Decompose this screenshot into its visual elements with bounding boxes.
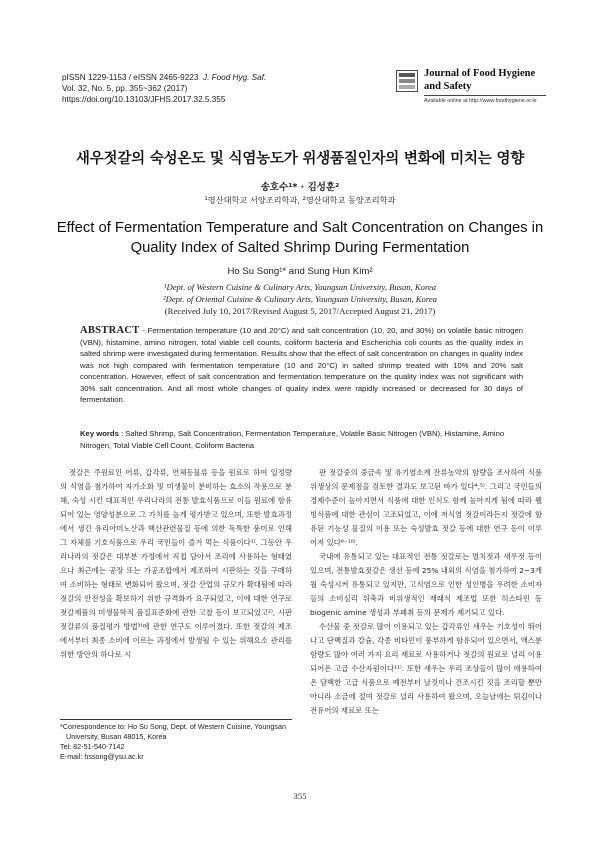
journal-name: Journal of Food Hygiene and Safety — [424, 68, 536, 92]
keywords-text: : Salted Shrimp, Salt Concentration, Fermentation Temperature, Volatile Basic Nitrogen (VBN), Histamine, Amino Nitrogen, Total Viable Cell Count, Coliform Bacteria — [80, 429, 505, 450]
body-paragraph: 젓갈은 주원료인 어류, 갑각류, 연체동물류 등을 원료로 하여 일정량의 식염을 첨가하여 자가소화 및 미생물이 분비하는 효소의 작용으로 분해, 숙성 시킨 대표적인 우리나라의 전통 발효식품으로 이들 원료에 함유되어 있는 영양성분으로 그 가치를 높게 평가받고 있으며, 또한 발효과정에서 생긴 유리아미노산과 핵산관련물질 등에 의한 독특한 풍미로 인해 그 자체를 기호식품으로 우리 국민들이 즐겨 먹는 식품이다¹⁾. 그동안 우리나라의 젓갈은 대부분 가정에서 직접 담아서 조리에 사용하는 형태였으나 최근에는 공장 또는 가공조합에서 제조하여 시판하는 것을 구매하여 소비하는 형태로 변화되어 왔으며, 젓갈 산업의 규모가 확대됨에 따라 젓갈의 안전성을 확보하기 위한 규격화가 요구되었고, 이에 대한 연구로 젓갈제품의 미생물학적 품질표준화에 관한 고찰 등이 보고되었고²⁾, 시판 젓갈류의 품질평가 방법³⁾에 관한 연구도 이루어졌다. 또한 젓갈의 제조에서부터 최종 소비에 이르는 과정에서 발생될 수 있는 위해요소 관리를 위한 방안의 하나로 시 — [60, 468, 292, 659]
affiliations-english: ¹Dept. of Western Cuisine & Culinary Arts, Youngsan University, Busan, Korea ²Dept. of Oriental Cuisine & Culinary Arts, Youngsan University, Busan, Korea — [163, 282, 437, 304]
doi-link[interactable]: https://doi.org/10.13103/JFHS.2017.32.5.355 — [62, 95, 226, 104]
keywords-label: Key words — [80, 429, 119, 438]
journal-citation-header — [62, 72, 266, 105]
received-dates: (Received July 10, 2017/Revised August 5, 2017/Accepted August 21, 2017) — [164, 306, 436, 316]
body-column-left — [60, 466, 292, 662]
issn-line: pISSN 1229-1153 / eISSN 2465-9223 J. Food Hyg. Saf. — [62, 73, 267, 82]
title-korean: 새우젓갈의 숙성온도 및 식염농도가 위생품질인자의 변화에 미치는 영향 — [75, 151, 525, 167]
title-english: Effect of Fermentation Temperature and Salt Concentration on Changes in Quality Index of Salted Shrimp During Fermentation — [56, 220, 544, 256]
body-paragraph: 판 젓갈중의 중금속 및 유기염소계 잔류농약의 함량을 조사하여 식품위생상의 문제점을 검토한 결과도 보고된 바가 있다⁴,⁵⁾. 그리고 국민들의 경제수준이 높아지면서 식품에 대한 인식도 함께 높아지게 됨에 따라 웰빙식품에 대한 관심이 고조되었고, 이에 저식염 젓갈이라든지 젓갈에 함유된 기능성 물질의 이용 또는 숙성발효 젓갈 등에 대한 연구 등이 이루어져 있다⁶⁻¹⁰⁾. — [310, 468, 542, 547]
affiliations-korean: ¹영산대학교 서양조리학과, ²영산대학교 동양조리학과 — [204, 195, 396, 205]
authors-korean: 송호수¹* · 김성훈² — [260, 182, 340, 193]
abstract-text: - Fermentation temperature (10 and 20°C) and salt concentration (10, 20, and 30%) on volatile basic nitrogen (VBN), histamine, amino nitrogen, total viable cell counts, coliform bacteria and Escherichia coli counts as the quality index in salted shrimp were investigated during fermentation. Results show that the effect of salt concentration on changes in quality index was not high compared with fermentation temperature (10 and 20°C) in salted shrimp treated with 10% and 20% salt concentration. However, effect of salt concentration and fermentation temperature on the quality index was not significant with 30% salt concentration. And all most whole changes of quality index were rapidly increased or decreased for 30 days of fermentation. — [80, 326, 523, 404]
journal-logo-icon — [396, 70, 418, 98]
email-link[interactable]: E-mail: hssong@ysu.ac.kr — [60, 752, 144, 761]
keywords — [80, 428, 523, 451]
body-column-right — [310, 466, 542, 718]
journal-divider — [424, 95, 546, 96]
abstract-label: ABSTRACT — [80, 325, 140, 336]
body-paragraph: 국내에 유통되고 있는 대표적인 전통 젓갈로는 멸치젓과 새우젓 등이 있으며, 전통발효젓갈은 생선 등에 25% 내외의 식염을 첨가하여 2~3개월 숙성시켜 유통되고 있지만, 고식염으로 인한 성인병을 우려한 소비자들의 소비심리 위축과 비위생적인 재래식 제조법 또한 히스타민 등 biogenic amine 생성과 부패취 등의 문제가 제기되고 있다. — [310, 552, 542, 617]
authors-english: Ho Su Song¹* and Sung Hun Kim² — [227, 266, 373, 277]
correspondence-footnote: *Correspondence to: Ho Su Song, Dept. of Western Cuisine, Youngsan University, Busan 48015, Korea Tel: 82-51-540-7142 E-mail: hssong@ysu.ac.kr — [60, 722, 292, 762]
journal-abbrev: J. Food Hyg. Saf. — [202, 73, 267, 82]
page-number: 355 — [293, 791, 307, 801]
footnote-divider — [60, 719, 292, 720]
body-paragraph: 수산물 중 젓갈로 많이 이용되고 있는 갑각류인 새우는 기호성이 뛰어나고 단백질과 칼슘, 각종 비타민이 풍부하게 함유되어 있으면서, 액스분 함량도 많아 여러 가지 요리 재료로 사용하거나 젓갈의 원료로 널리 이용되어온 고급 수산자원이다¹¹⁾. 또한 새우는 우리 조상들이 많이 애용하여온 담백한 고급 식품으로 예전부터 날것이나 건조시킨 것을 조리할 뿐만 아니라 소금에 절여 젓갈로 널리 사용하여 왔으며, 오늘날에는 튀김이나 전유어의 재료로 또는 — [310, 622, 542, 715]
journal-online-url[interactable]: Available online at http://www.foodhygiene.or.kr — [424, 98, 537, 104]
volume-line: Vol. 32, No. 5, pp. 355~362 (2017) — [62, 84, 188, 93]
journal-logo-block — [396, 68, 546, 110]
abstract — [80, 325, 523, 406]
